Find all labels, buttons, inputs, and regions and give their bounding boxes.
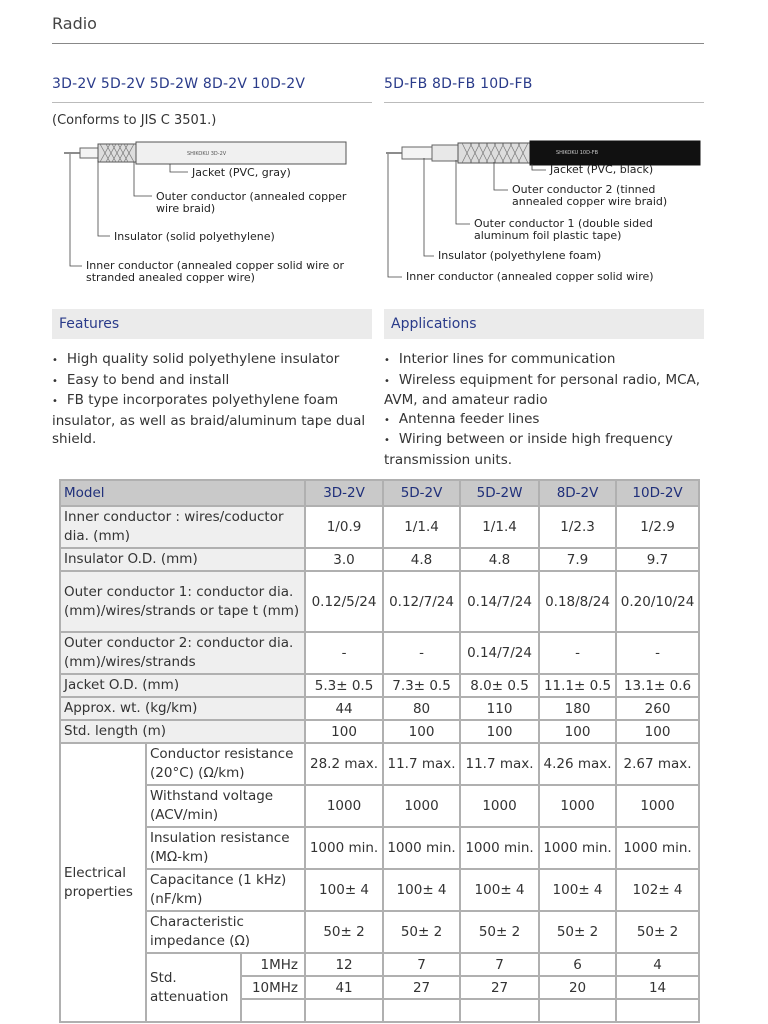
table-cell: - <box>383 632 460 674</box>
table-cell: 1000 <box>305 785 383 827</box>
table-cell <box>383 999 460 1022</box>
conformance-note: (Conforms to JIS C 3501.) <box>52 113 217 128</box>
frequency-label: 1MHz <box>241 953 305 976</box>
model-header: Model <box>60 480 305 506</box>
table-cell: 1000 <box>460 785 539 827</box>
table-cell <box>616 999 699 1022</box>
row-label: Insulation resistance (MΩ-km) <box>146 827 305 869</box>
label-inner-conductor: Inner conductor (annealed copper solid wire) <box>406 270 654 283</box>
page-title: Radio <box>52 14 97 33</box>
model-col-header: 5D-2V <box>383 480 460 506</box>
table-cell: 0.14/7/24 <box>460 632 539 674</box>
row-label: Approx. wt. (kg/km) <box>60 697 305 720</box>
table-cell: 1000 min. <box>305 827 383 869</box>
table-row <box>60 632 699 674</box>
row-label: Insulator O.D. (mm) <box>60 548 305 571</box>
table-row <box>60 911 699 953</box>
table-cell: 100± 4 <box>460 869 539 911</box>
cable-print-text: SHIKOKU 3D-2V <box>187 151 227 157</box>
table-cell <box>460 999 539 1022</box>
table-cell: 1000 <box>616 785 699 827</box>
table-cell: - <box>539 632 616 674</box>
list-item: • Interior lines for communication <box>384 350 704 371</box>
list-item: • Antenna feeder lines <box>384 410 704 431</box>
table-cell: 100 <box>383 720 460 743</box>
table-cell: 0.14/7/24 <box>460 571 539 632</box>
table-row <box>60 953 699 976</box>
table-cell: 44 <box>305 697 383 720</box>
table-cell: 100± 4 <box>305 869 383 911</box>
label-outer-conductor-2: wire braid) <box>156 202 216 215</box>
table-row <box>60 697 699 720</box>
table-cell: 27 <box>460 976 539 999</box>
table-cell: 0.12/5/24 <box>305 571 383 632</box>
table-row <box>60 869 699 911</box>
jacket-shape <box>136 142 346 164</box>
table-cell: 110 <box>460 697 539 720</box>
table-cell: 1/1.4 <box>460 506 539 548</box>
spec-table <box>59 479 700 1023</box>
table-row <box>60 720 699 743</box>
row-label: Conductor resistance (20°C) (Ω/km) <box>146 743 305 785</box>
features-list <box>52 350 372 449</box>
table-cell: 1/0.9 <box>305 506 383 548</box>
braid-shape <box>458 143 532 163</box>
table-cell: 41 <box>305 976 383 999</box>
table-cell: 102± 4 <box>616 869 699 911</box>
list-item: • High quality solid polyethylene insulator <box>52 350 372 371</box>
table-cell: 12 <box>305 953 383 976</box>
electrical-properties-label: Electrical properties <box>60 743 146 1022</box>
table-cell: 100± 4 <box>383 869 460 911</box>
table-cell: 1000 <box>539 785 616 827</box>
table-cell: 7 <box>460 953 539 976</box>
table-cell: 4.8 <box>383 548 460 571</box>
title-divider <box>52 43 704 44</box>
table-row <box>60 548 699 571</box>
label-jacket: Jacket (PVC, gray) <box>192 166 291 179</box>
table-row <box>60 506 699 548</box>
table-cell: 11.7 max. <box>383 743 460 785</box>
table-row <box>60 571 699 632</box>
attenuation-label: Std. attenuation <box>146 953 241 1022</box>
table-cell: 8.0± 0.5 <box>460 674 539 697</box>
table-cell: 14 <box>616 976 699 999</box>
table-row <box>60 785 699 827</box>
model-col-header: 3D-2V <box>305 480 383 506</box>
table-cell: 6 <box>539 953 616 976</box>
applications-list <box>384 350 704 470</box>
model-col-header: 5D-2W <box>460 480 539 506</box>
table-cell: 1000 min. <box>460 827 539 869</box>
label-outer-conductor-1a: Outer conductor 1 (double sided <box>474 217 653 230</box>
row-label: Inner conductor : wires/coductor dia. (mm) <box>60 506 305 548</box>
table-cell: 50± 2 <box>305 911 383 953</box>
table-cell: 3.0 <box>305 548 383 571</box>
table-cell: 1000 min. <box>383 827 460 869</box>
table-row <box>60 743 699 785</box>
frequency-label: 10MHz <box>241 976 305 999</box>
table-cell: - <box>305 632 383 674</box>
table-cell: 4 <box>616 953 699 976</box>
table-cell: 9.7 <box>616 548 699 571</box>
table-cell: 28.2 max. <box>305 743 383 785</box>
table-cell: 7.3± 0.5 <box>383 674 460 697</box>
table-cell: 1/2.9 <box>616 506 699 548</box>
label-outer-conductor-2b: annealed copper wire braid) <box>512 195 668 208</box>
table-cell: 0.20/10/24 <box>616 571 699 632</box>
cable-diagram-left <box>52 138 372 288</box>
table-cell: 20 <box>539 976 616 999</box>
table-cell: 100 <box>305 720 383 743</box>
label-outer-conductor-2a: Outer conductor 2 (tinned <box>512 183 656 196</box>
label-outer-conductor-1b: aluminum foil plastic tape) <box>474 229 622 242</box>
table-cell: 260 <box>616 697 699 720</box>
right-column-divider <box>384 102 704 103</box>
table-row <box>60 674 699 697</box>
table-cell <box>305 999 383 1022</box>
table-cell: 0.12/7/24 <box>383 571 460 632</box>
row-label: Characteristic impedance (Ω) <box>146 911 305 953</box>
model-col-header: 10D-2V <box>616 480 699 506</box>
row-label: Std. length (m) <box>60 720 305 743</box>
table-cell: 50± 2 <box>616 911 699 953</box>
list-item: • FB type incorporates polyethylene foam insulator, as well as braid/aluminum tape dual shield. <box>52 391 372 449</box>
table-cell: 50± 2 <box>383 911 460 953</box>
table-cell: 80 <box>383 697 460 720</box>
list-item: • Easy to bend and install <box>52 371 372 392</box>
table-cell: 180 <box>539 697 616 720</box>
table-cell: 13.1± 0.6 <box>616 674 699 697</box>
table-row <box>60 827 699 869</box>
label-insulator: Insulator (solid polyethylene) <box>114 230 275 243</box>
table-cell: 1/2.3 <box>539 506 616 548</box>
table-cell: 4.26 max. <box>539 743 616 785</box>
left-column-title: 3D-2V 5D-2V 5D-2W 8D-2V 10D-2V <box>52 76 306 92</box>
braid-shape <box>98 144 138 162</box>
table-cell <box>539 999 616 1022</box>
row-label: Outer conductor 2: conductor dia. (mm)/wires/strands <box>60 632 305 674</box>
label-inner-conductor-2: stranded anealed copper wire) <box>86 271 255 284</box>
row-label: Capacitance (1 kHz) (nF/km) <box>146 869 305 911</box>
table-cell: 100± 4 <box>539 869 616 911</box>
table-cell: 7 <box>383 953 460 976</box>
model-col-header: 8D-2V <box>539 480 616 506</box>
table-cell: 50± 2 <box>460 911 539 953</box>
table-cell: 50± 2 <box>539 911 616 953</box>
frequency-label <box>241 999 305 1022</box>
table-cell: 1000 <box>383 785 460 827</box>
list-item: • Wiring between or inside high frequency transmission units. <box>384 430 704 469</box>
label-jacket: Jacket (PVC, black) <box>550 163 654 176</box>
table-cell: 100 <box>460 720 539 743</box>
row-label: Withstand voltage (ACV/min) <box>146 785 305 827</box>
table-cell: 4.8 <box>460 548 539 571</box>
table-cell: 100 <box>616 720 699 743</box>
table-cell: 11.7 max. <box>460 743 539 785</box>
features-heading: Features <box>52 309 372 339</box>
table-cell: 1/1.4 <box>383 506 460 548</box>
left-column-divider <box>52 102 372 103</box>
table-cell: 27 <box>383 976 460 999</box>
right-column-title: 5D-FB 8D-FB 10D-FB <box>384 76 533 92</box>
table-cell: 1000 min. <box>539 827 616 869</box>
label-insulator: Insulator (polyethylene foam) <box>438 249 602 262</box>
label-outer-conductor-1: Outer conductor (annealed copper <box>156 190 347 203</box>
table-cell: 0.18/8/24 <box>539 571 616 632</box>
table-cell: - <box>616 632 699 674</box>
table-cell: 100 <box>539 720 616 743</box>
table-cell: 5.3± 0.5 <box>305 674 383 697</box>
table-cell: 1000 min. <box>616 827 699 869</box>
list-item: • Wireless equipment for personal radio, MCA, AVM, and amateur radio <box>384 371 704 410</box>
table-cell: 2.67 max. <box>616 743 699 785</box>
cable-print-text: SHIKOKU 10D-FB <box>556 150 599 156</box>
row-label: Jacket O.D. (mm) <box>60 674 305 697</box>
applications-heading: Applications <box>384 309 704 339</box>
table-header-row <box>60 480 699 506</box>
cable-diagram-right <box>384 138 704 288</box>
table-cell: 11.1± 0.5 <box>539 674 616 697</box>
row-label: Outer conductor 1: conductor dia. (mm)/wires/strands or tape t (mm) <box>60 571 305 632</box>
table-cell: 7.9 <box>539 548 616 571</box>
label-inner-conductor-1: Inner conductor (annealed copper solid wire or <box>86 259 345 272</box>
